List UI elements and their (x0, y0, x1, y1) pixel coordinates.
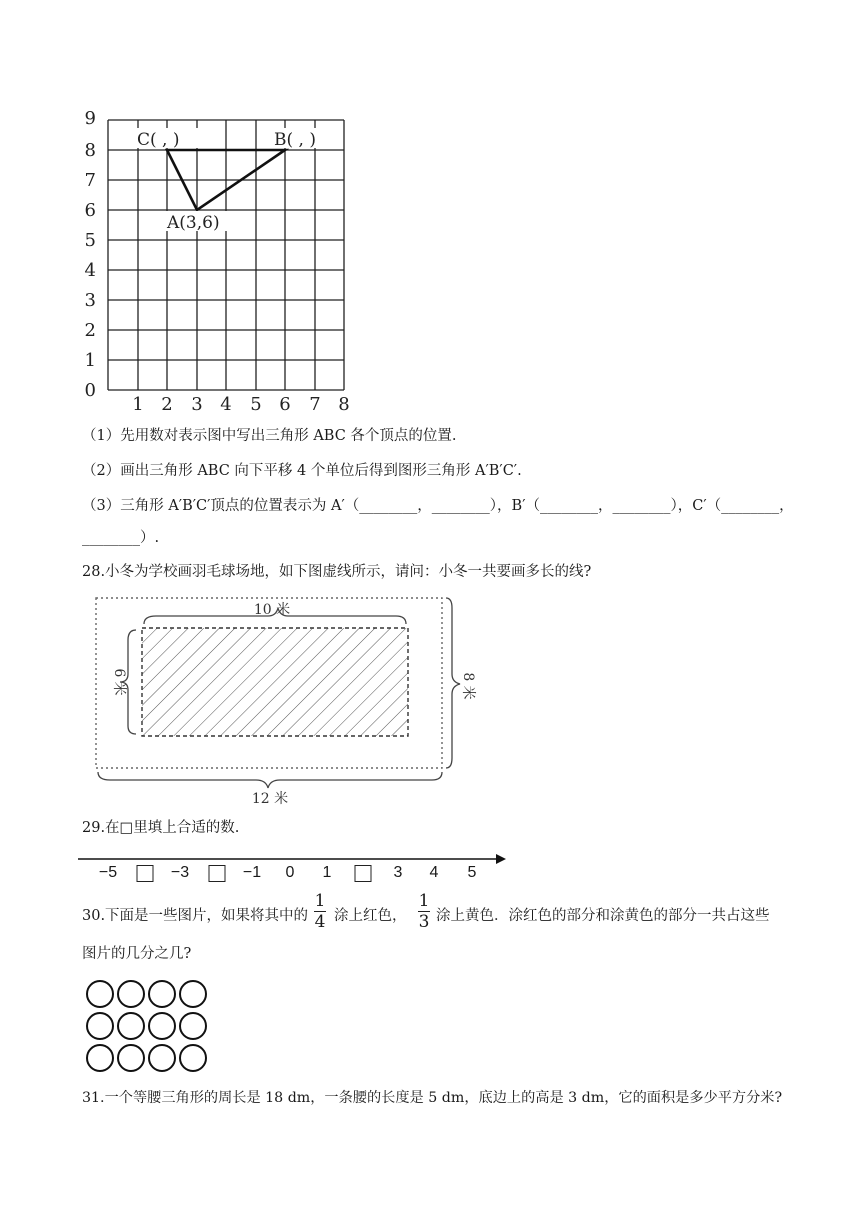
grid-lines (108, 120, 344, 390)
y-tick: 5 (84, 230, 96, 251)
x-tick: 7 (309, 394, 321, 415)
coordinate-grid-figure (70, 100, 370, 420)
y-tick: 7 (84, 170, 96, 191)
frac-numerator: 1 (418, 891, 430, 911)
x-tick: 3 (191, 394, 203, 415)
q30-text-line2: 图片的几分之几? (82, 946, 192, 962)
nl-label: 1 (322, 864, 332, 881)
q30-text-mid: 涂上红色， (334, 908, 407, 924)
circle (117, 980, 145, 1008)
arrow-head (496, 854, 506, 864)
label-b: B( , ) (274, 130, 316, 150)
inner-dashed-rect (142, 628, 408, 736)
q27-part3-line1: （3）三角形 A′B′C′顶点的位置表示为 A′（________，________），B′（________，________），C′（________， (82, 498, 794, 514)
circle (148, 1044, 176, 1072)
nl-blank-box[interactable] (209, 865, 226, 882)
q31-question: 31.一个等腰三角形的周长是 18 dm，一条腰的长度是 5 dm，底边上的高是 3 dm，它的面积是多少平方分米? (82, 1090, 783, 1106)
y-tick: 3 (84, 290, 96, 311)
nl-label: 0 (285, 864, 295, 881)
circle (148, 1012, 176, 1040)
label-8m: 8 米 (460, 672, 476, 700)
fraction-one-quarter (314, 892, 326, 931)
q27-part2: （2）画出三角形 ABC 向下平移 4 个单位后得到图形三角形 A′B′C′. (82, 463, 522, 479)
nl-label: −5 (98, 864, 118, 881)
label-6m: 6 米 (111, 668, 127, 696)
y-tick: 4 (84, 260, 96, 281)
y-tick: 1 (84, 350, 96, 371)
circle (179, 1012, 207, 1040)
y-tick: 8 (84, 140, 96, 161)
circle (86, 1044, 114, 1072)
x-tick: 6 (279, 394, 291, 415)
x-tick: 1 (132, 394, 144, 415)
right-brace (446, 598, 460, 768)
nl-blank-box[interactable] (137, 865, 154, 882)
frac-denominator: 4 (314, 912, 326, 932)
nl-blank-box[interactable] (355, 865, 372, 882)
circle (86, 1012, 114, 1040)
nl-label: −1 (242, 864, 262, 881)
q30-text-after: 涂上黄色．涂红色的部分和涂黄色的部分一共占这些 (436, 908, 770, 924)
label-12m: 12 米 (251, 791, 289, 807)
q29-question: 29.在□里填上合适的数. (82, 820, 240, 836)
circle (86, 980, 114, 1008)
circle (148, 980, 176, 1008)
circle (117, 1044, 145, 1072)
q27-part3-line2: ________）. (82, 530, 160, 546)
fraction-one-third (418, 892, 430, 931)
frac-numerator: 1 (314, 891, 326, 911)
label-10m: 10 米 (253, 602, 291, 618)
frac-denominator: 3 (418, 912, 430, 932)
circle (179, 980, 207, 1008)
q28-question: 28.小冬为学校画羽毛球场地，如下图虚线所示，请问：小冬一共要画多长的线? (82, 564, 592, 580)
x-tick: 4 (220, 394, 232, 415)
nl-label: 4 (429, 864, 439, 881)
circle (179, 1044, 207, 1072)
circle (117, 1012, 145, 1040)
x-tick: 2 (161, 394, 173, 415)
nl-label: 5 (467, 864, 477, 881)
x-tick: 8 (338, 394, 350, 415)
label-a: A(3,6) (167, 213, 220, 233)
q27-part1: （1）先用数对表示图中写出三角形 ABC 各个顶点的位置. (82, 428, 457, 444)
y-tick: 9 (84, 108, 96, 129)
x-tick: 5 (250, 394, 262, 415)
nl-label: −3 (170, 864, 190, 881)
q30-text-before: 30.下面是一些图片，如果将其中的 (82, 908, 309, 924)
y-tick: 0 (84, 380, 96, 401)
y-tick: 2 (84, 320, 96, 341)
bottom-brace (98, 772, 442, 788)
y-tick: 6 (84, 200, 96, 221)
nl-label: 3 (393, 864, 403, 881)
badminton-court-figure (86, 590, 486, 810)
label-c: C( , ) (137, 130, 180, 150)
